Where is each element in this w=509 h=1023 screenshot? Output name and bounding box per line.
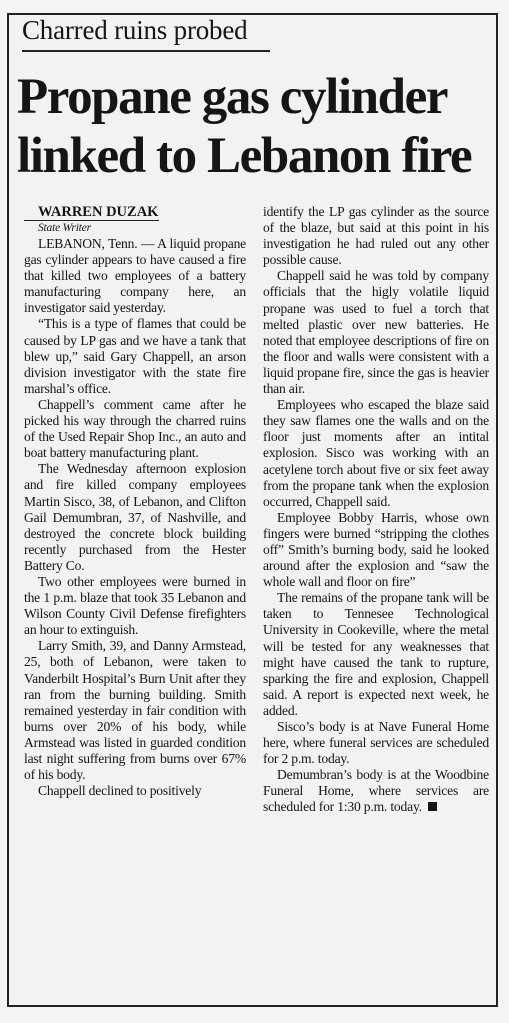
headline-line-1: Propane gas cylinder (17, 69, 448, 125)
paragraph: Employee Bobby Harris, whose own fingers were burned “stripping the clothes off” Smith’s burning body, said he looked around after the explosion and “saw the whole wall and floor on fire” (263, 509, 489, 590)
paragraph: Chappell declined to positively (38, 783, 202, 799)
paragraph: Chappell’s comment came after he picked his way through the charred ruins of the Used Repair Shop Inc., an auto and boat battery manufacturing plant. (24, 396, 246, 461)
main-headline (17, 68, 503, 186)
byline-role: State Writer (38, 222, 91, 234)
last-paragraph (263, 767, 489, 815)
paragraph: Sisco’s body is at Nave Funeral Home here, where funeral services are scheduled for 2 p.m. today. (263, 719, 489, 767)
paragraph: The remains of the propane tank will be taken to Tennesee Technological University in Cookeville, where the metal will be tested for any weaknesses that might have caused the tank to rupture, sparking the fire and explosion, Chappell said. A report is expected next week, he added. (263, 590, 489, 718)
paragraph: “This is a type of flames that could be caused by LP gas and we have a tank that blew up,” said Gary Chappell, an arson division investigator with the state fire marshal’s office. (24, 316, 246, 396)
paragraph: identify the LP gas cylinder as the source of the blaze, but said at this point in his investigation he had ruled out any other possible cause. (263, 204, 489, 268)
headline-line-2: linked to Lebanon fire (17, 128, 472, 184)
paragraph: Employees who escaped the blaze said they saw flames one the walls and on the floor just moments after an intital explosion. Sisco was working with an acetylene torch about five or six feet away from the propane tank when the explosion occurred, Chappell said. (263, 397, 489, 509)
paragraph: Larry Smith, 39, and Danny Armstead, 25, both of Lebanon, were taken to Vanderbilt Hospital’s Burn Unit after they ran from the burning building. Smith remained yesterday in fair condition with burns over 20% of his body, while Armstead was listed in guarded condition last night suffering from burns over 67% of his body. (24, 638, 246, 783)
paragraph-text: Demumbran’s body is at the Woodbine Funeral Home, where services are scheduled for 1:30 p.m. today. (263, 767, 489, 815)
article-column-left (24, 204, 246, 799)
paragraph: Two other employees were burned in the 1 p.m. blaze that took 35 Lebanon and Wilson County Civil Defense firefighters an hour to extinguish. (24, 573, 246, 638)
end-mark-icon (428, 802, 437, 811)
paragraph: The Wednesday afternoon explosion and fire killed company employees Martin Sisco, 38, of Lebanon, and Clifton Gail Demumbran, 37, of Nashville, and destroyed the concrete block building recently purchased from the Hester Battery Co. (24, 461, 246, 573)
kicker-headline: Charred ruins probed (22, 14, 270, 52)
byline-author: WARREN DUZAK (24, 204, 159, 221)
paragraph: Chappell said he was told by company officials that the higly volatile liquid propane was used to fuel a torch that melted plastic over new batteries. He noted that employee descriptions of fire on the floor and walls were consistent with a liquid propane fire, since the gas is heavier than air. (263, 268, 489, 397)
paragraph: LEBANON, Tenn. — A liquid propane gas cylinder appears to have caused a fire that killed two employees of a battery manufacturing company here, an investigator said yesterday. (24, 236, 246, 316)
article-column-right (263, 204, 489, 816)
